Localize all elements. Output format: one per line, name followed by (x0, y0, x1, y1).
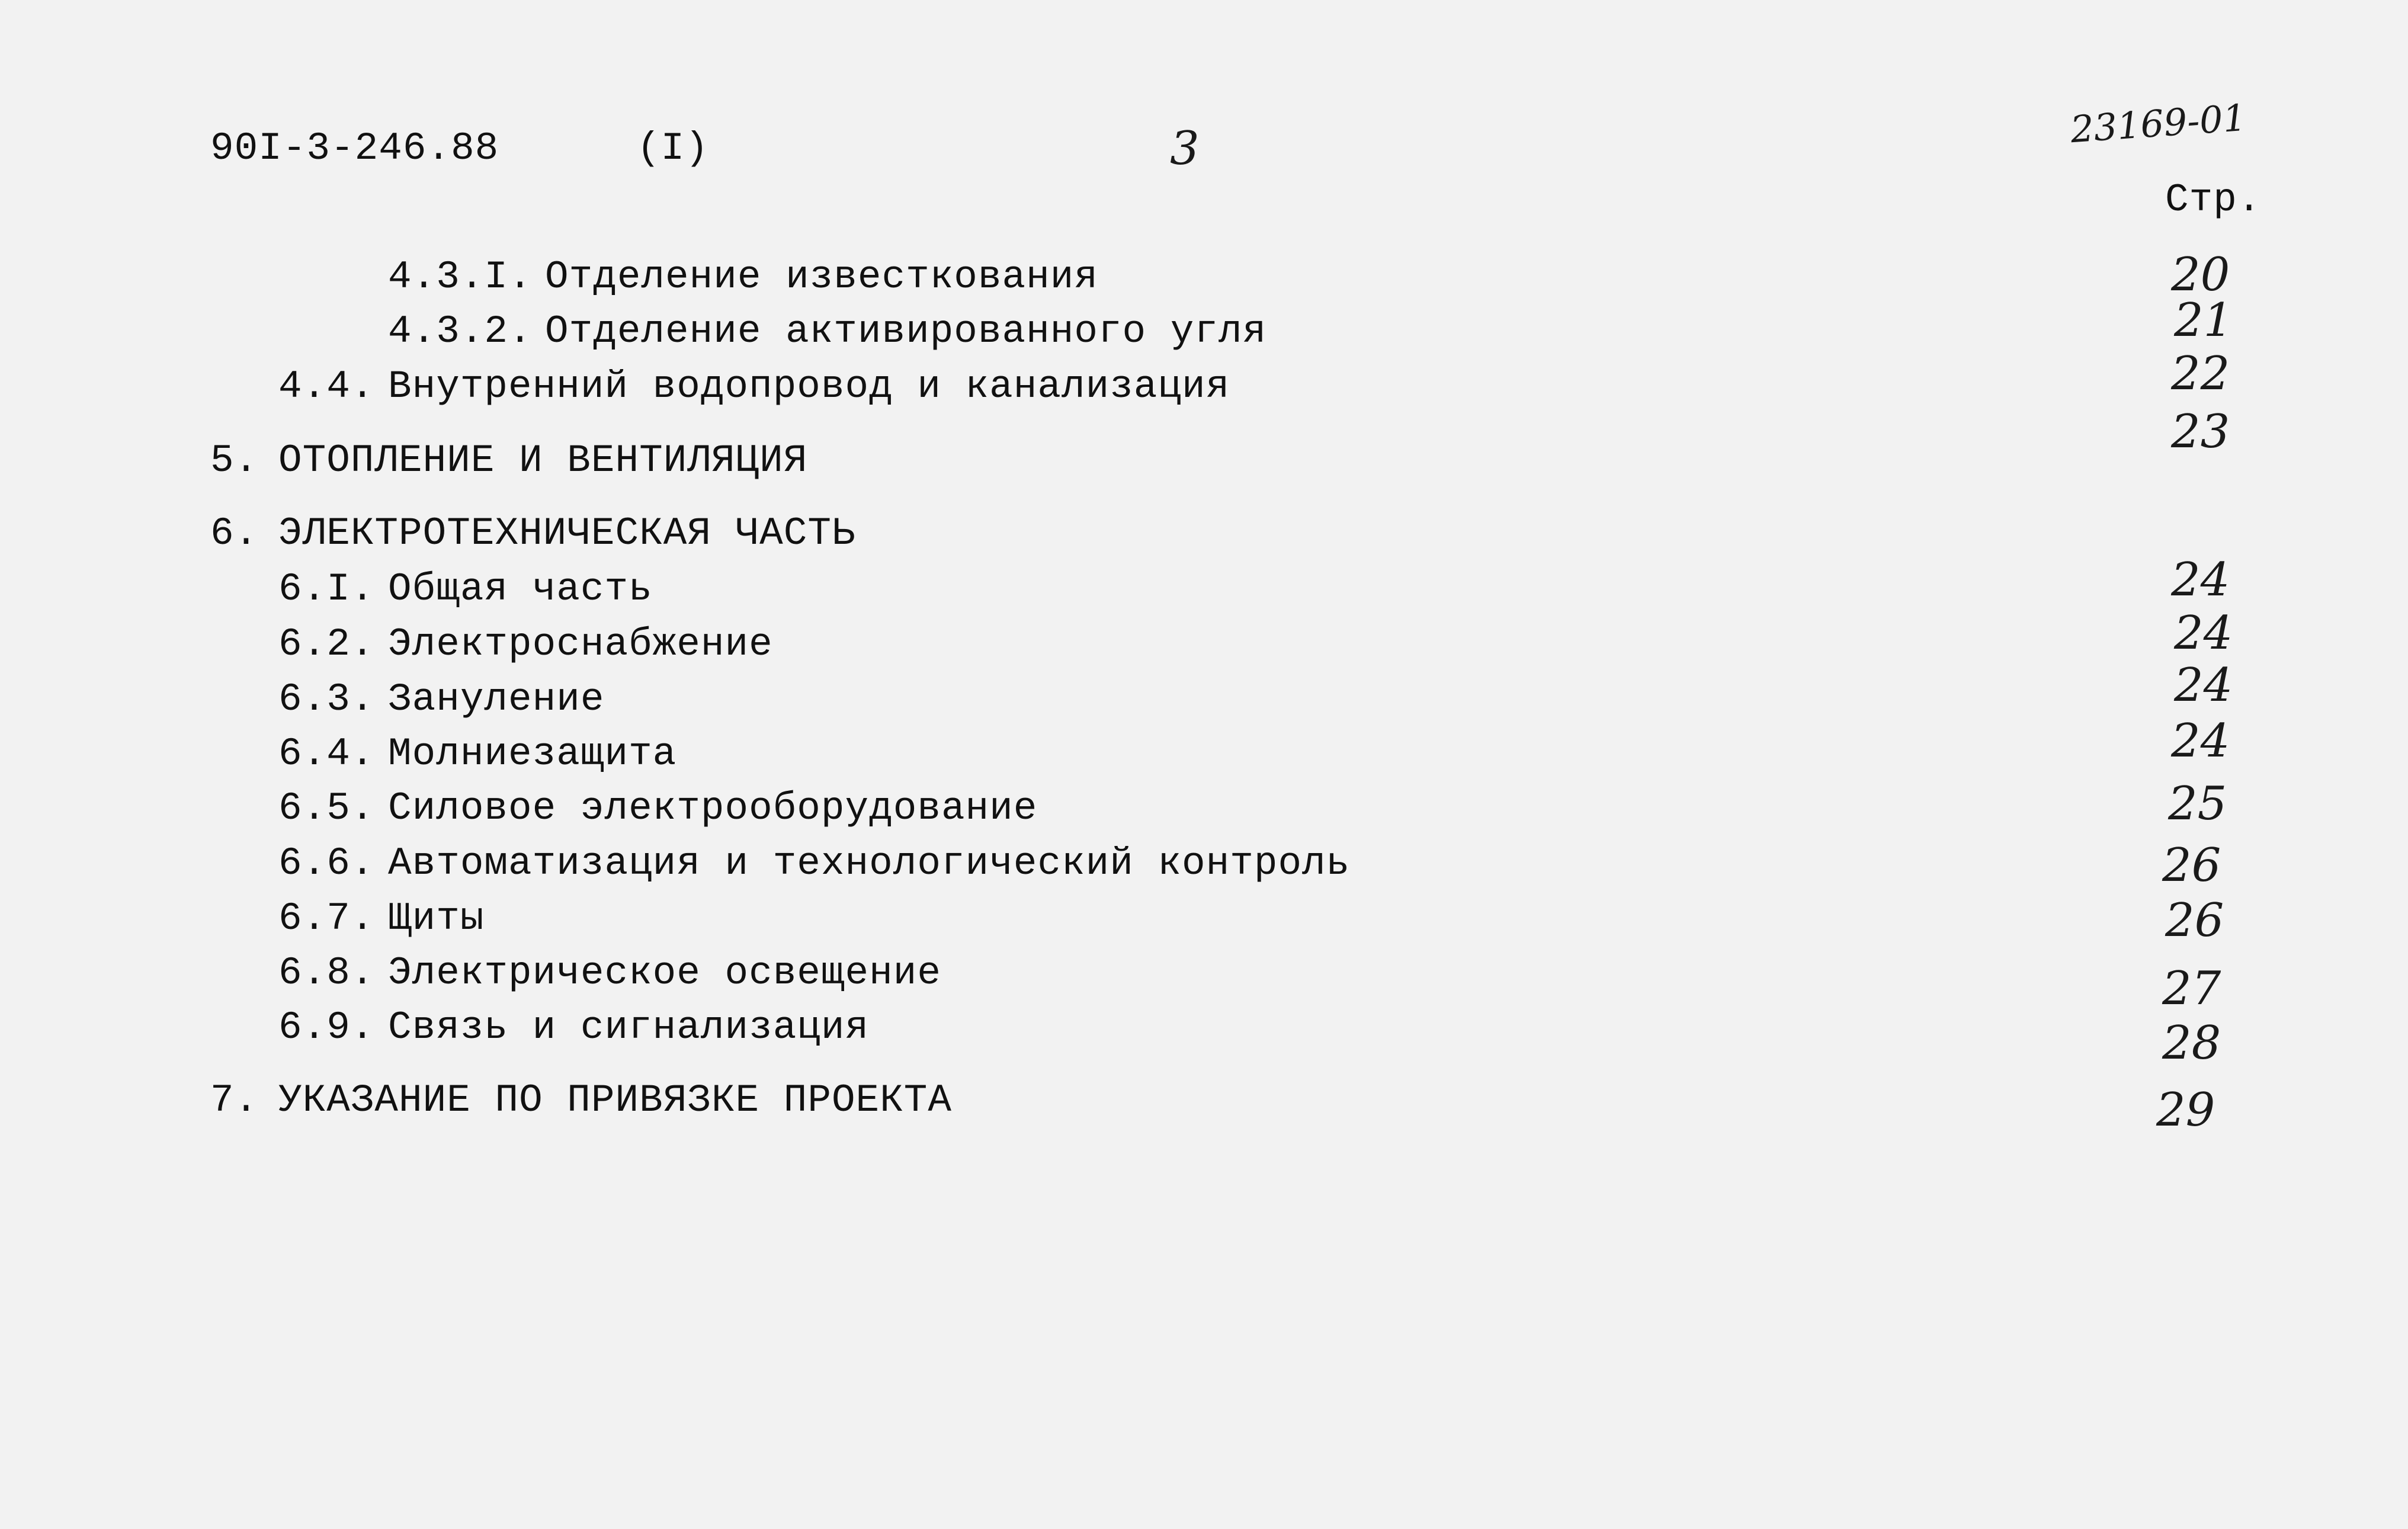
toc-title: Общая часть (388, 567, 653, 611)
toc-page: 23 (2171, 405, 2230, 459)
toc-number: 6.I. (278, 567, 375, 611)
toc-page: 22 (2171, 347, 2230, 400)
toc-number: 6.9. (278, 1005, 375, 1050)
toc-number: 4.4. (278, 364, 375, 409)
toc-title: Молниезащита (388, 732, 677, 776)
toc-number: 4.3.I. (388, 255, 533, 299)
toc-number: 6.7. (278, 896, 375, 941)
toc-page: 24 (2171, 553, 2230, 607)
toc-number: 6.6. (278, 841, 375, 886)
toc-page: 28 (2162, 1017, 2221, 1070)
toc-title: Связь и сигнализация (388, 1005, 870, 1050)
toc-number: 6.5. (278, 786, 375, 831)
toc-number: 7. (210, 1078, 259, 1123)
page-column-label: Стр. (2165, 178, 2262, 222)
toc-number: 6.2. (278, 622, 375, 666)
toc-page: 24 (2174, 659, 2233, 712)
toc-title: Зануление (388, 677, 605, 722)
toc-page: 20 (2171, 248, 2230, 302)
toc-number: 4.3.2. (388, 309, 533, 354)
page-number: 3 (1170, 122, 1200, 175)
toc-title: ЭЛЕКТРОТЕХНИЧЕСКАЯ ЧАСТЬ (278, 511, 856, 556)
doc-code: 90I-3-246.88 (210, 126, 499, 171)
toc-title: Щиты (388, 896, 485, 941)
toc-title: Электрическое освещение (388, 951, 941, 995)
toc-page: 24 (2174, 607, 2233, 660)
toc-title: ОТОПЛЕНИЕ И ВЕНТИЛЯЦИЯ (278, 438, 808, 483)
toc-title: Электроснабжение (388, 622, 773, 666)
toc-number: 6.3. (278, 677, 375, 722)
volume-label: (I) (637, 126, 709, 171)
toc-title: Отделение известкования (545, 255, 1098, 299)
toc-page: 27 (2162, 962, 2221, 1015)
inventory-number: 23169-01 (2069, 95, 2248, 152)
toc-title: Автоматизация и технологический контроль (388, 841, 1351, 886)
toc-title: Внутренний водопровод и канализация (388, 364, 1230, 409)
toc-page: 26 (2165, 894, 2224, 947)
toc-title: УКАЗАНИЕ ПО ПРИВЯЗКЕ ПРОЕКТА (278, 1078, 952, 1123)
toc-number: 6.4. (278, 732, 375, 776)
toc-number: 6. (210, 511, 259, 556)
toc-number: 6.8. (278, 951, 375, 995)
toc-number: 5. (210, 438, 259, 483)
toc-page: 26 (2162, 839, 2221, 892)
toc-page: 24 (2171, 714, 2230, 768)
toc-title: Отделение активированного угля (545, 309, 1267, 354)
toc-title: Силовое электрооборудование (388, 786, 1038, 831)
toc-page: 25 (2168, 777, 2227, 831)
toc-page: 29 (2156, 1084, 2215, 1137)
toc-page: 21 (2174, 294, 2233, 347)
